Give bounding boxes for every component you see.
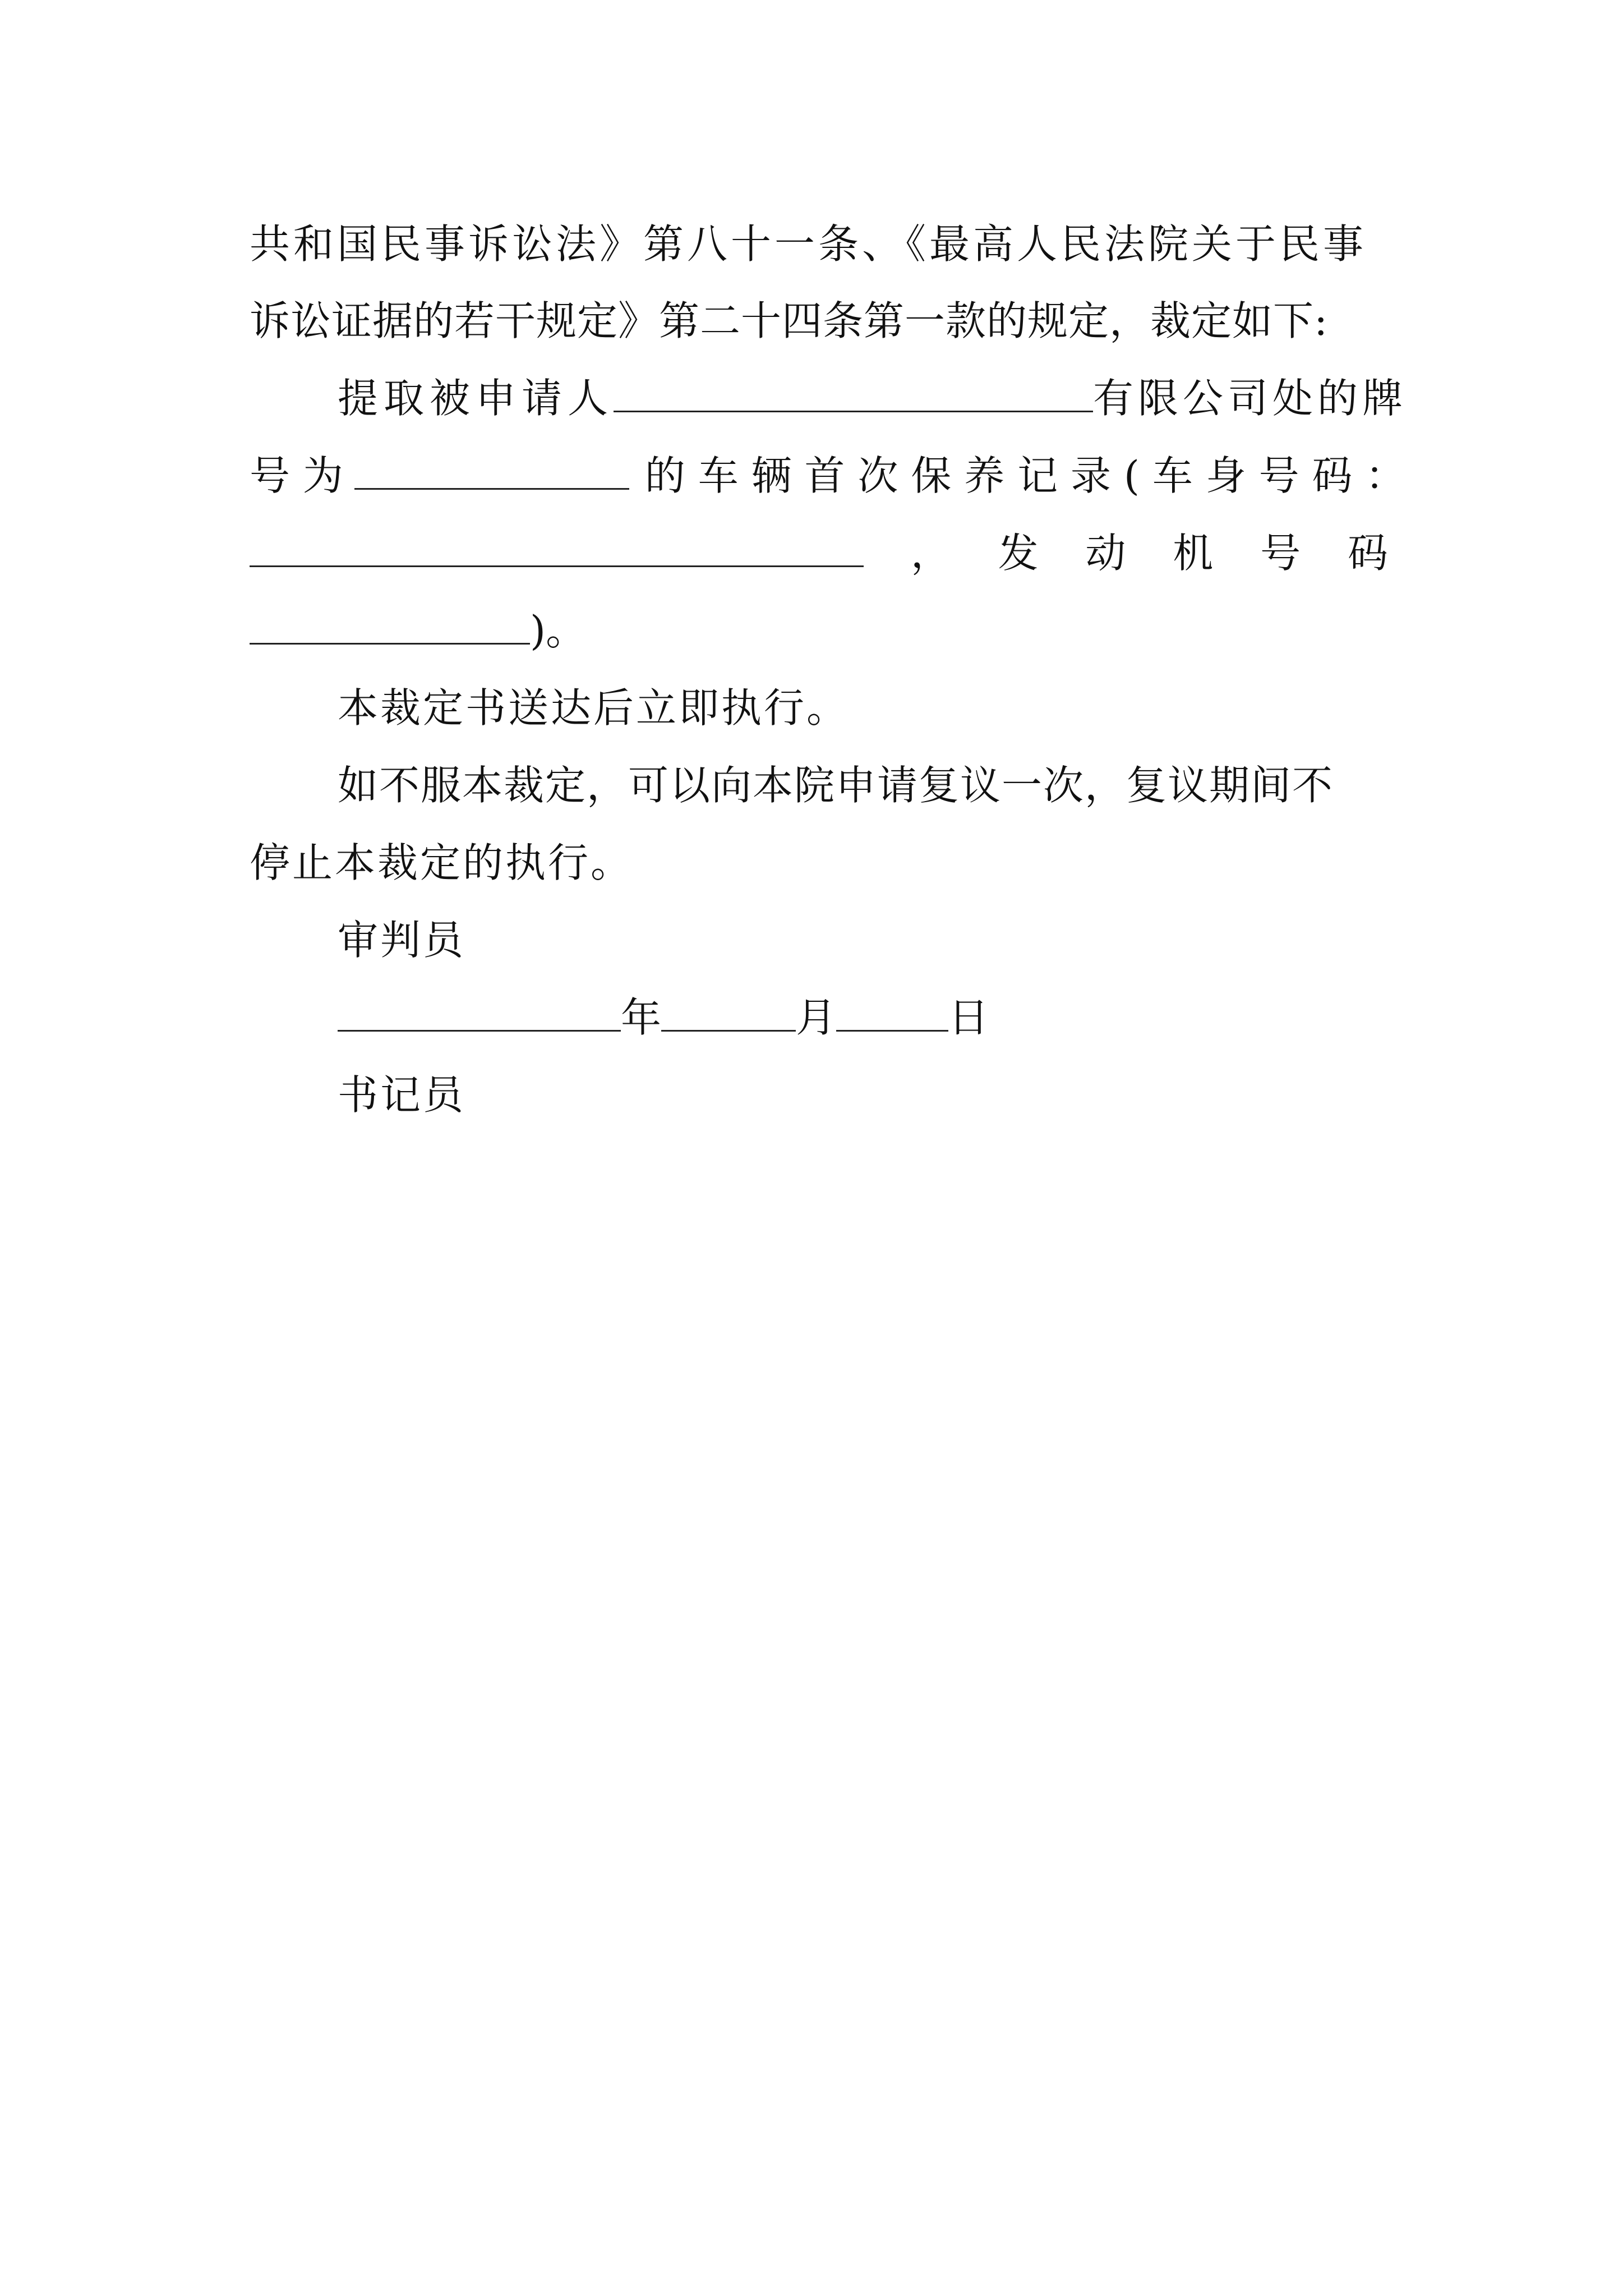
paragraph-line — [250, 448, 1406, 504]
line-text: 号 为 — [250, 452, 343, 499]
paragraph-line — [250, 216, 1388, 272]
line-text: 机 — [1173, 530, 1214, 577]
blank-field-day[interactable] — [836, 993, 948, 1032]
paragraph-line — [338, 757, 1388, 813]
line-text: ， — [910, 530, 951, 577]
line-text: )。 — [530, 607, 587, 654]
date-line — [338, 990, 1388, 1046]
paragraph-line — [338, 680, 1388, 736]
line-text: 诉讼证据的若干规定》第二十四条第一款的规定，裁定如下: — [250, 297, 1329, 344]
paragraph-line — [338, 370, 1408, 426]
paragraph-line — [250, 602, 1388, 659]
line-text: 动 — [1085, 530, 1126, 577]
line-text: 有限公司处的牌 — [1093, 375, 1408, 422]
judge-signature-label — [338, 912, 1388, 968]
clerk-signature-label — [338, 1067, 1388, 1123]
date-day-label: 日 — [948, 994, 989, 1041]
date-year-label: 年 — [621, 994, 662, 1041]
line-text: 的 车 辆 首 次 保 养 记 录 ( 车 身 号 码 ： — [644, 452, 1406, 499]
line-text: 如不服本裁定，可以向本院申请复议一次，复议期间不 — [338, 762, 1334, 809]
blank-field-month[interactable] — [661, 993, 796, 1032]
line-text: 书记员 — [338, 1071, 466, 1119]
line-text: 审判员 — [338, 917, 466, 964]
blank-field-plate-number[interactable] — [354, 451, 629, 490]
line-text: 本裁定书送达后立即执行。 — [338, 684, 850, 731]
blank-field-respondent[interactable] — [614, 374, 1093, 412]
blank-field-engine-number[interactable] — [250, 606, 530, 645]
blank-field-vin[interactable] — [250, 528, 864, 567]
paragraph-line — [250, 525, 1388, 581]
line-text: 共和国民事诉讼法》第八十一条、《最高人民法院关于民事 — [250, 220, 1367, 268]
line-text: 停止本裁定的执行。 — [250, 839, 634, 886]
line-text: 号 — [1260, 530, 1301, 577]
line-text: 码 — [1347, 530, 1388, 577]
date-month-label: 月 — [796, 994, 837, 1041]
line-text: 提取被申请人 — [338, 375, 614, 422]
blank-field-year[interactable] — [338, 993, 621, 1032]
paragraph-line — [250, 835, 1388, 891]
line-text: 发 — [998, 530, 1039, 577]
paragraph-line — [250, 293, 1388, 349]
